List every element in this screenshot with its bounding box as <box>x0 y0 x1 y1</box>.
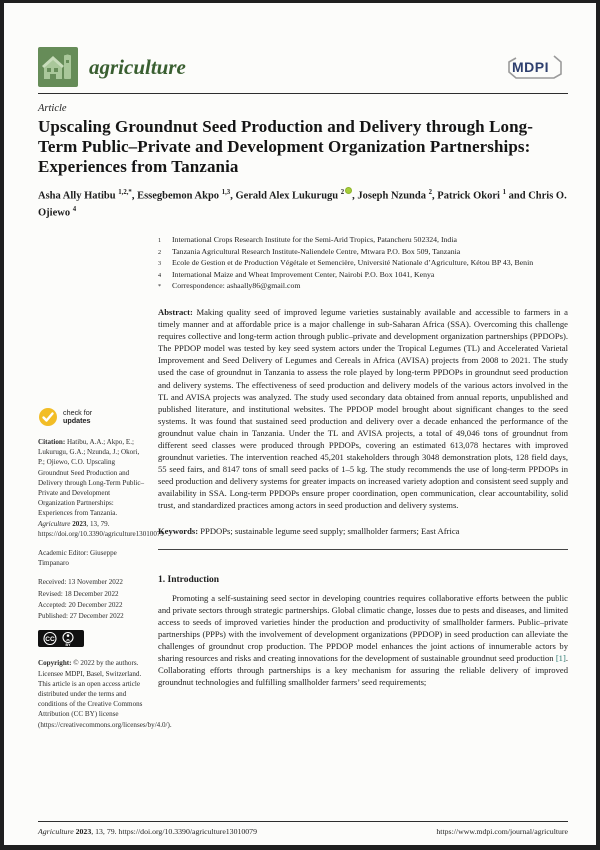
authors-line <box>38 186 568 220</box>
copyright-label: Copyright: <box>38 659 72 668</box>
citation-doi[interactable]: , 13, 79. https://doi.org/10.3390/agriculture13010079 <box>38 519 164 538</box>
footer-journal-name: Agriculture <box>38 827 74 836</box>
copyright-text: © 2022 by the authors. Licensee MDPI, Basel, Switzerland. This article is an open access article distributed under the terms and conditions of the Creative Commons Attribution (CC BY) license (https://creativecommons.org/licenses/by/4.0/). <box>38 659 172 729</box>
date-row <box>38 600 146 610</box>
svg-text:CC: CC <box>45 636 55 644</box>
keywords <box>158 525 568 537</box>
article-type-label: Article <box>38 103 67 114</box>
author-affiliation-sup: 1 <box>502 189 507 196</box>
barn-icon <box>41 51 75 83</box>
date-value: 27 December 2022 <box>67 612 124 621</box>
paper-page <box>4 3 596 845</box>
left-sidebar <box>38 235 172 739</box>
keywords-label: Keywords: <box>158 525 199 536</box>
affiliation-number: 2 <box>158 248 162 256</box>
date-row <box>38 577 146 587</box>
svg-text:MDPI: MDPI <box>512 59 549 75</box>
affiliation-text: Ecole de Gestion et de Production Végétale et Semencière, Université Nationale d’Agriculture, Kétou BP 43, Benin <box>172 258 534 268</box>
svg-text:BY: BY <box>65 643 71 648</box>
author-separator: , <box>352 190 358 202</box>
author-name: Joseph Nzunda <box>357 190 429 202</box>
mdpi-hexagon-icon <box>502 53 568 81</box>
copyright-block <box>38 658 172 729</box>
page-title: Upscaling Groundnut Seed Production and Delivery through Long-Term Public–Private and Development Organization Partnerships: Experiences from Tanzania <box>38 117 534 176</box>
content-columns <box>38 235 568 739</box>
journal-name: agriculture <box>89 54 186 79</box>
affiliation-text: International Maize and Wheat Improvement Center, Nairobi P.O. Box 1041, Kenya <box>172 269 435 279</box>
keywords-text: PPDOPs; sustainable legume seed supply; smallholder farmers; East Africa <box>198 525 460 536</box>
author-name: Asha Ally Hatibu <box>38 190 119 202</box>
affiliation-text: International Crops Research Institute for the Semi-Arid Tropics, Patancheru 502324, India <box>172 235 457 244</box>
affiliation-number: 4 <box>158 271 162 279</box>
author-separator: and <box>506 190 529 202</box>
author-affiliation-sup: 1,2,* <box>118 189 132 196</box>
affiliation-row <box>158 281 568 293</box>
citation-year: 2023 <box>70 519 87 528</box>
affiliation-row <box>158 270 568 282</box>
footer-year: 2023 <box>73 827 92 836</box>
abstract <box>158 306 568 512</box>
main-column <box>158 235 568 739</box>
date-label: Revised: <box>38 589 63 598</box>
abstract-text: Making quality seed of improved legume varieties sustainably available and accessible to farmers in a timely manner and at affordable price is a major challenge in sub-Saharan Africa (SSA). Overcoming this challenge requires collective and long-term action through public–private and development organization partnerships (PPDOPs). The PPDOP model was tested by key seed system actors under the Tropical Legumes (TL) and Accelerated Varietal Improvement and Seed Delivery of Legumes and Cereals in Africa (AVISA) projects from 2008 to 2021. The study used the case of groundnut in Tanzania to assess the role played by long-term PPDOPs in groundnut seed production and delivery systems. The effectiveness of seed production and delivery models of the various actors involved in the TL and AVISA projects was analyzed. The study used secondary data obtained from annual reports, unpublished and published literature, and institutional websites. The PPDOP model brought about significant changes to the seed systems. It was found that sustained seed production and delivery over a decade enhanced the performance of the groundnut value chain in Tanzania. Under the TL and AVISA projects, a total of 49,046 tons of groundnut from different seed classes were produced through PPDOPs, covering an estimated 613,078 hectares with improved groundnut varieties. The intervention reached 45,201 stakeholders through 3048 demonstration plots, 128 field days, 55 seed fairs, and 8147 tons of small seed packs of 1–5 kg. The study recommends the use of long-term PPDOPs in seed production and delivery systems for greater impacts on increased variety adoption and consistent seed supply and availability in SSA. Long-term PPDOPs ensure proper coordination, open communication, clear accountability, solid trust, and standardized practices among actors in seed production and delivery systems. <box>158 306 568 511</box>
date-label: Received: <box>38 578 67 587</box>
paragraph-text: . Collaborating efforts through partnerships is a key mechanism for assuring the reliable delivery of improved groundnut technologies and fulfilling smallholder farmers’ seed requirements; <box>158 653 568 688</box>
affiliations-list <box>158 235 568 293</box>
citation-block <box>38 437 164 539</box>
dates-block <box>38 577 146 621</box>
date-row <box>38 611 146 621</box>
date-label: Published: <box>38 612 68 621</box>
keywords-divider <box>158 549 568 550</box>
citation-label: Citation: <box>38 438 66 446</box>
author-affiliation-sup: 1,3 <box>221 189 231 196</box>
journal-header <box>38 47 568 87</box>
affiliation-text: Tanzania Agricultural Research Institute-Naliendele Centre, Mtwara P.O. Box 509, Tanzania <box>172 246 461 256</box>
reference-link[interactable]: [1] <box>555 653 566 664</box>
affiliation-number: 3 <box>158 260 162 268</box>
check-badge-line1: check for <box>63 408 93 417</box>
author-name: Essegbemon Akpo <box>137 190 222 202</box>
footer-journal-url[interactable]: https://www.mdpi.com/journal/agriculture <box>436 827 568 836</box>
author-separator: , <box>432 190 438 202</box>
check-icon <box>38 407 58 427</box>
cc-by-license-badge[interactable] <box>38 630 146 650</box>
author-affiliation-sup: 2 <box>340 189 345 196</box>
academic-editor: Academic Editor: Giuseppe Timpanaro <box>38 549 117 568</box>
affiliation-number: 1 <box>158 237 162 244</box>
affiliation-row <box>158 258 568 270</box>
cc-by-icon <box>38 630 84 647</box>
date-value: 13 November 2022 <box>66 578 123 587</box>
footer-doi-link[interactable]: , 13, 79. https://doi.org/10.3390/agriculture13010079 <box>91 827 257 836</box>
author-affiliation-sup: 4 <box>72 206 77 213</box>
header-divider <box>38 93 568 94</box>
date-value: 20 December 2022 <box>66 600 123 609</box>
affiliation-number: * <box>158 283 162 291</box>
affiliation-row <box>158 247 568 259</box>
author-name: Patrick Okori <box>437 190 503 202</box>
footer-citation <box>38 827 257 836</box>
citation-journal: Agriculture <box>38 519 71 528</box>
author-affiliation-sup: 2 <box>428 189 433 196</box>
affiliation-row <box>158 235 568 247</box>
date-row <box>38 589 146 599</box>
date-label: Accepted: <box>38 600 67 609</box>
check-badge-label <box>63 409 92 425</box>
introduction-paragraph <box>158 592 568 689</box>
journal-logo[interactable] <box>38 47 78 87</box>
affiliation-text[interactable]: Correspondence: ashaally86@gmail.com <box>172 281 301 291</box>
author-name: Gerald Alex Lukurugu <box>235 190 341 202</box>
footer-divider <box>38 821 568 822</box>
author-separator: , <box>131 190 138 202</box>
check-badge-line2: updates <box>63 416 91 425</box>
check-for-updates-badge[interactable] <box>38 407 146 427</box>
section-heading-introduction: 1. Introduction <box>158 574 220 585</box>
mdpi-logo[interactable] <box>502 53 568 81</box>
page-footer <box>38 821 568 836</box>
abstract-label: Abstract: <box>158 306 193 317</box>
author-name: Chris O. Ojiewo <box>38 190 567 219</box>
citation-text: Hatibu, A.A.; Akpo, E.; Lukurugu, G.A.; Nzunda, J.; Okori, P.; Ojiewo, C.O. Upscaling Groundnut Seed Production and Delivery through Long-Term Public–Private and Development Organization Partnerships: Experiences from Tanzania. <box>38 438 145 518</box>
date-value: 18 December 2022 <box>62 589 119 598</box>
paragraph-text: Promoting a self-sustaining seed sector in developing countries requires collaborative efforts between the public and private sectors through strategic partnerships. Global climatic change, losses due to pests and diseases, and limited access to seeds of improved varieties hinder the production and productivity of smallholder farmers. Public–private partnerships (PPPs) with the involvement of development organizations (PPDOP) in seed production can alleviate the challenges of groundnut crop production. The PPDOP model enhances the joint actions of innumerable actors by sharing resources and risks and creating innovations for the development of sustainable groundnut seed production <box>158 592 568 664</box>
author-separator: , <box>230 190 236 202</box>
